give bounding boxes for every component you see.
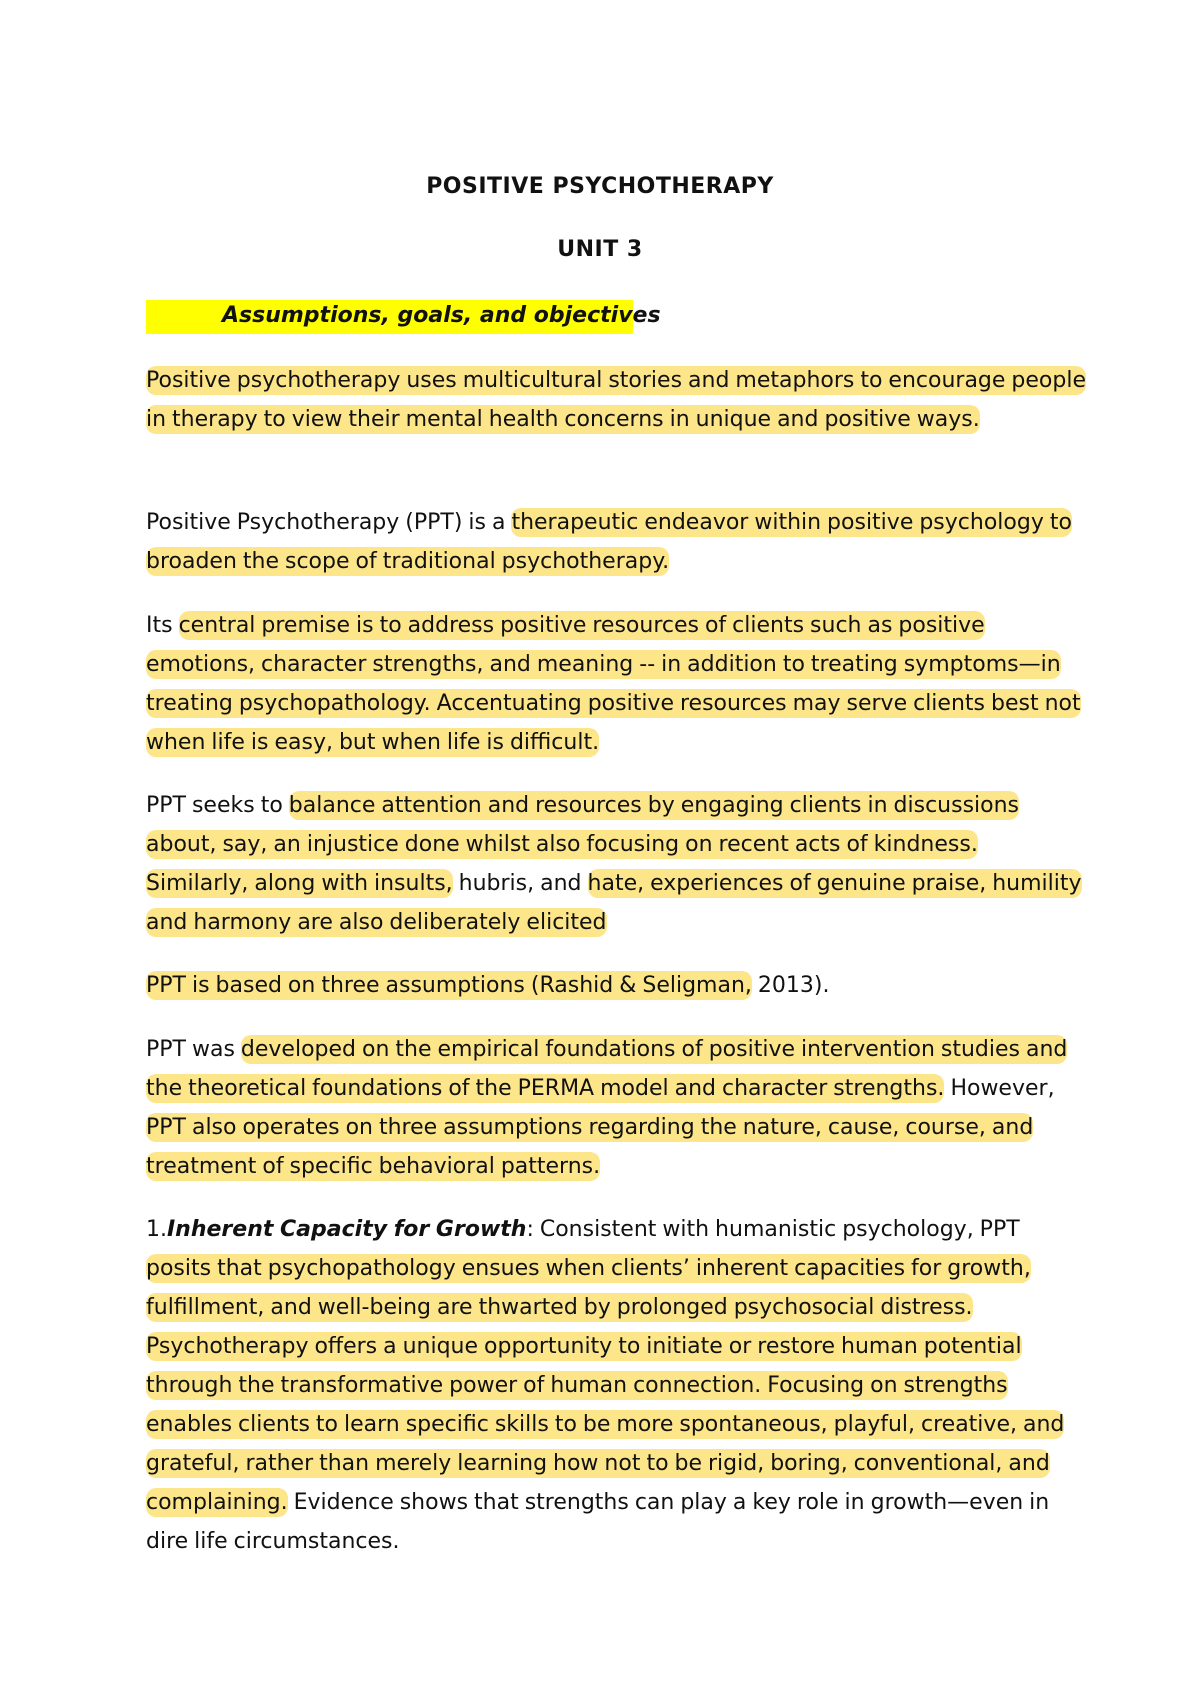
highlighted-text: therapeutic endeavor within positive psychology to broaden the scope of traditional psychotherapy. (146, 510, 1072, 574)
paragraph-balance-attention (146, 786, 1086, 942)
paragraph-multicultural-stories (146, 361, 1086, 439)
highlighted-text: PPT is based on three assumptions (Rashid & Seligman, (146, 973, 752, 998)
plain-text: hubris, and (458, 871, 582, 896)
plain-text: PPT seeks to (146, 793, 283, 818)
highlighted-text: central premise is to address positive resources of clients such as positive emotions, character strengths, and meaning -- in addition to treating symptoms—in treating psychopathology. Accentuating positive resources may serve clients best not when life is easy, but when life is difficult. (146, 613, 1081, 755)
plain-text: Its (146, 613, 173, 638)
plain-text: PPT was (146, 1037, 235, 1062)
plain-text: However, (950, 1076, 1055, 1101)
section-heading: Assumptions, goals, and objectives (222, 303, 661, 328)
term-heading: Inherent Capacity for Growth (167, 1217, 527, 1242)
paragraph-three-assumptions (146, 966, 1086, 1005)
unit-label: UNIT 3 (557, 237, 643, 262)
plain-text: Evidence shows that strengths can play a key role in growth—even in dire life circumstances. (146, 1490, 1050, 1554)
highlighted-text: PPT also operates on three assumptions regarding the nature, cause, course, and treatment of specific behavioral patterns. (146, 1115, 1034, 1179)
plain-text: : Consistent with humanistic psychology, PPT (526, 1217, 1020, 1242)
paragraph-ppt-definition (146, 503, 1086, 581)
document-title: POSITIVE PSYCHOTHERAPY (426, 174, 774, 199)
highlighted-text: developed on the empirical foundations of positive intervention studies and the theoretical foundations of the PERMA model and character strengths. (146, 1037, 1068, 1101)
paragraph-empirical-foundations (146, 1030, 1086, 1186)
list-number: 1. (146, 1217, 167, 1242)
highlighted-text: balance attention and resources by engaging clients in discussions about, say, an injustice done whilst also focusing on recent acts of kindness. Similarly, along with insults, (146, 793, 1020, 896)
paragraph-inherent-capacity (146, 1210, 1086, 1561)
highlighted-text: posits that psychopathology ensues when clients’ inherent capacities for growth, fulfillment, and well-being are thwarted by prolonged psychosocial distress. Psychotherapy offers a unique opportunity to initiate or restore human potential through the transformative power of human connection. Focusing on strengths enables clients to learn specific skills to be more spontaneous, playful, creative, and grateful, rather than merely learning how not to be rigid, boring, conventional, and complaining. (146, 1256, 1065, 1515)
plain-text: Positive Psychotherapy (PPT) is a (146, 510, 506, 535)
highlighted-text: hate, experiences of genuine praise, humility and harmony are also deliberately elicited (146, 871, 1082, 935)
highlighted-text: Positive psychotherapy uses multicultural stories and metaphors to encourage people in therapy to view their mental health concerns in unique and positive ways. (146, 368, 1086, 432)
plain-text: 2013). (757, 973, 830, 998)
paragraph-central-premise (146, 606, 1086, 762)
